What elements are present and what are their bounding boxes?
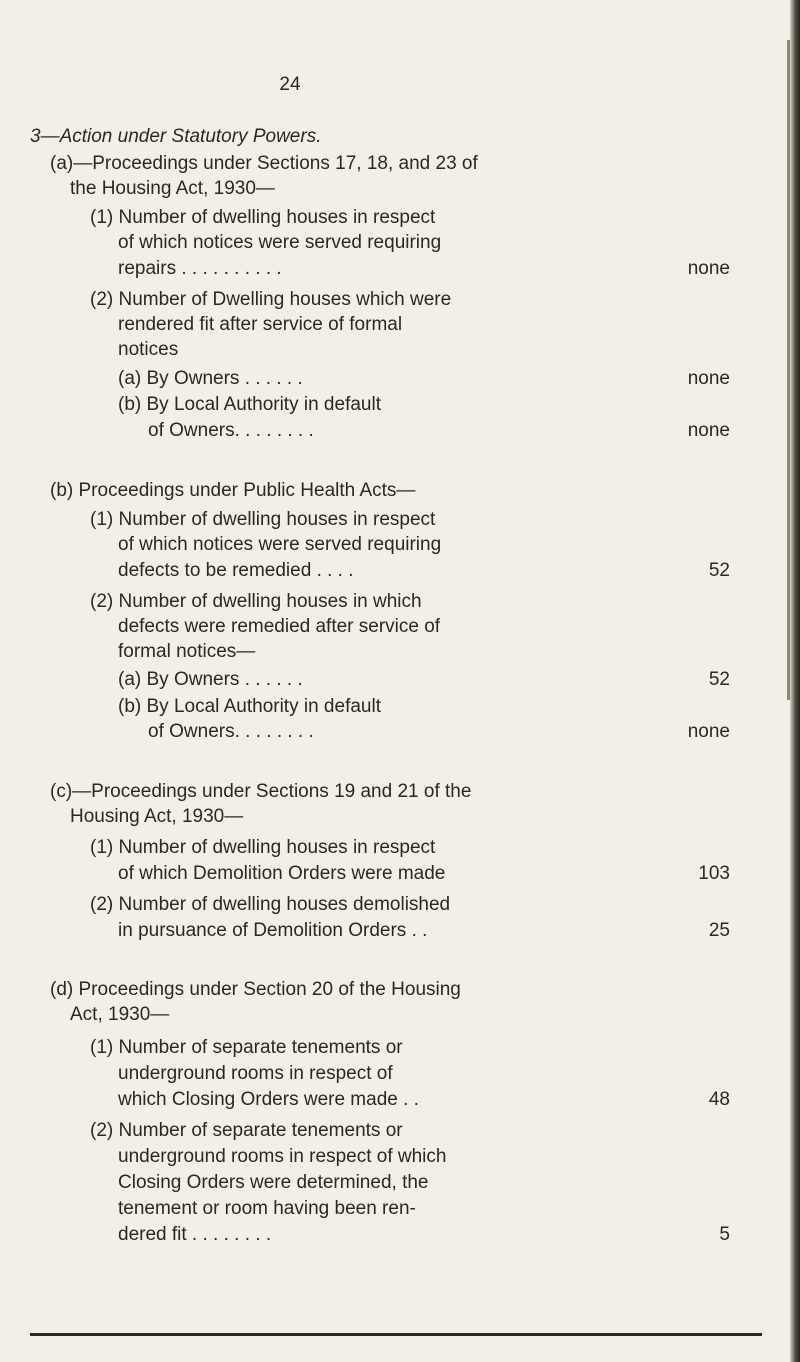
- page-edge-shadow: [790, 0, 800, 1362]
- d-item2-line5: dered fit . . . . . . . .: [118, 1224, 272, 1245]
- c-heading-line2: Housing Act, 1930—: [70, 806, 244, 827]
- section-heading: 3—Action under Statutory Powers.: [30, 126, 322, 147]
- d-heading-line2: Act, 1930—: [70, 1004, 170, 1025]
- page-edge-line: [787, 40, 790, 700]
- d-item2-line4: tenement or room having been ren-: [118, 1198, 416, 1219]
- d-heading-line1: (d) Proceedings under Section 20 of the Housing: [50, 979, 461, 1000]
- b-item1-value: 52: [708, 560, 730, 581]
- b-item2-line2: defects were remedied after service of: [118, 616, 441, 637]
- b-item2-line3: formal notices—: [118, 641, 256, 662]
- a-item1-value: none: [687, 258, 730, 279]
- d-item2-line1: (2) Number of separate tenements or: [90, 1120, 403, 1141]
- d-item1-line3: which Closing Orders were made . .: [118, 1089, 419, 1110]
- d-item2-value: 5: [719, 1224, 730, 1245]
- a-item2-line3: notices: [118, 339, 179, 360]
- b-item2-line1: (2) Number of dwelling houses in which: [90, 591, 422, 612]
- c-item2-line1: (2) Number of dwelling houses demolished: [90, 894, 451, 915]
- a-heading-line1: (a)—Proceedings under Sections 17, 18, and 23 of: [50, 153, 478, 174]
- c-item1-line1: (1) Number of dwelling houses in respect: [90, 837, 436, 858]
- c-heading-line1: (c)—Proceedings under Sections 19 and 21 of the: [50, 781, 472, 802]
- b-la-value: none: [687, 721, 730, 742]
- b-item1-line2: of which notices were served requiring: [118, 534, 442, 555]
- a-la-value: none: [687, 420, 730, 441]
- b-owners-value: 52: [708, 669, 730, 690]
- a-item1-line3: repairs . . . . . . . . . .: [118, 258, 282, 279]
- c-item1-line2: of which Demolition Orders were made: [118, 863, 446, 884]
- a-item1-line2: of which notices were served requiring: [118, 232, 442, 253]
- c-item2-line2: in pursuance of Demolition Orders . .: [118, 920, 428, 941]
- b-heading: (b) Proceedings under Public Health Acts—: [50, 480, 416, 501]
- d-item1-line1: (1) Number of separate tenements or: [90, 1037, 403, 1058]
- a-item2-line2: rendered fit after service of formal: [118, 314, 403, 335]
- a-owners: (a) By Owners . . . . . .: [118, 368, 303, 389]
- b-item1-line3: defects to be remedied . . . .: [118, 560, 354, 581]
- d-item1-value: 48: [708, 1089, 730, 1110]
- a-item2-line1: (2) Number of Dwelling houses which were: [90, 289, 452, 310]
- c-item2-value: 25: [708, 920, 730, 941]
- c-item1-value: 103: [698, 863, 730, 884]
- b-la-line2: of Owners. . . . . . . .: [148, 721, 314, 742]
- a-item1-line1: (1) Number of dwelling houses in respect: [90, 207, 436, 228]
- page-number: 24: [279, 74, 301, 95]
- a-la-line1: (b) By Local Authority in default: [118, 394, 381, 415]
- b-owners: (a) By Owners . . . . . .: [118, 669, 303, 690]
- a-heading-line2: the Housing Act, 1930—: [70, 178, 275, 199]
- b-item1-line1: (1) Number of dwelling houses in respect: [90, 509, 436, 530]
- a-la-line2: of Owners. . . . . . . .: [148, 420, 314, 441]
- d-item2-line3: Closing Orders were determined, the: [118, 1172, 429, 1193]
- a-owners-value: none: [687, 368, 730, 389]
- d-item1-line2: underground rooms in respect of: [118, 1063, 393, 1084]
- d-item2-line2: underground rooms in respect of which: [118, 1146, 447, 1167]
- b-la-line1: (b) By Local Authority in default: [118, 696, 381, 717]
- bottom-rule: [30, 1333, 762, 1336]
